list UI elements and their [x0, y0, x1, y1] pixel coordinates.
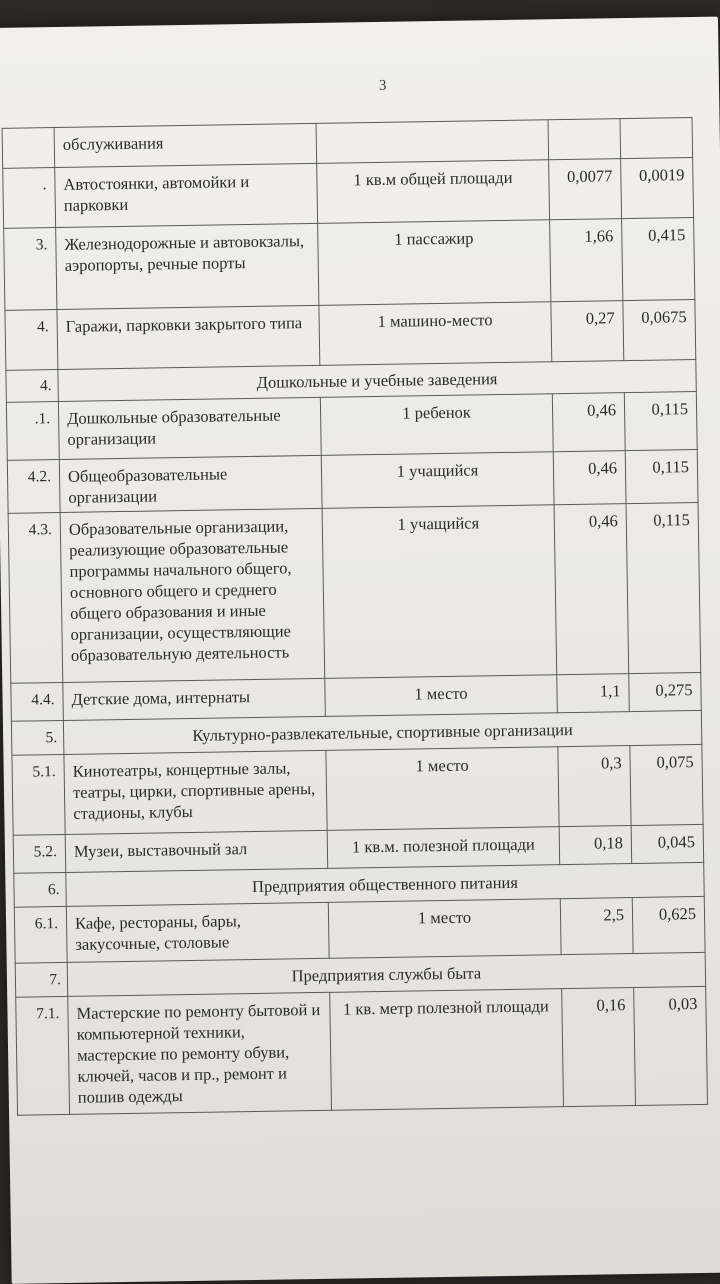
- facility-name: Железнодорожные и автовокзалы, аэропорты, речные порты: [56, 223, 319, 309]
- measurement-unit: 1 кв. метр полезной площади: [330, 989, 564, 1111]
- row-number: 4.: [5, 310, 58, 371]
- row-number: 5.1.: [12, 754, 65, 835]
- section-title: Культурно-развлекательные, спортивные организации: [63, 710, 701, 754]
- norm-value-1: 0,16: [562, 988, 636, 1107]
- norms-table: [2, 117, 708, 1116]
- facility-name: Гаражи, парковки закрытого типа: [57, 305, 320, 369]
- norm-value-2: 0,0675: [623, 299, 696, 360]
- table-row: [3, 158, 694, 229]
- norm-value-2: [620, 118, 693, 159]
- facility-name: Кафе, рестораны, бары, закусочные, столовые: [66, 902, 329, 962]
- section-number: 5.: [11, 720, 64, 755]
- measurement-unit: 1 учащийся: [322, 505, 557, 679]
- row-number: 7.1.: [16, 996, 70, 1115]
- section-number: 4.: [6, 370, 58, 403]
- row-number: 4.3.: [8, 512, 63, 683]
- section-number: 6.: [14, 872, 67, 907]
- table-row: [12, 744, 703, 835]
- measurement-unit: 1 ребенок: [320, 394, 553, 456]
- row-number: .: [3, 168, 56, 229]
- norm-value-2: 0,115: [625, 449, 698, 503]
- norm-value-1: 0,18: [559, 826, 632, 865]
- measurement-unit: 1 место: [328, 899, 561, 959]
- facility-name: Кинотеатры, концертные залы, театры, цирки, спортивные арены, стадионы, клубы: [64, 750, 327, 834]
- norm-value-2: 0,275: [629, 672, 702, 711]
- norm-value-2: 0,415: [622, 218, 695, 301]
- section-title: Дошкольные и учебные заведения: [58, 359, 696, 401]
- norm-value-1: 0,0077: [549, 159, 622, 220]
- row-number: 5.2.: [13, 834, 66, 873]
- norm-value-2: 0,115: [624, 391, 697, 450]
- norm-value-2: 0,0019: [621, 158, 694, 219]
- norm-value-1: 1,66: [550, 219, 623, 302]
- row-number: 6.1.: [14, 906, 67, 963]
- measurement-unit: 1 учащийся: [321, 452, 554, 509]
- measurement-unit: 1 кв.м. полезной площади: [327, 827, 560, 869]
- norm-value-1: 0,27: [551, 301, 624, 362]
- facility-name: Общеобразовательные организации: [59, 455, 322, 512]
- norm-value-1: 0,46: [554, 504, 629, 675]
- facility-name: Дошкольные образовательные организации: [58, 397, 321, 459]
- row-number: 3.: [4, 228, 57, 311]
- norm-value-1: 1,1: [557, 674, 630, 713]
- measurement-unit: 1 место: [325, 675, 558, 717]
- norm-value-2: 0,03: [634, 986, 708, 1105]
- norm-value-2: 0,045: [631, 824, 704, 863]
- measurement-unit: 1 машино-место: [319, 302, 552, 366]
- norm-value-1: [548, 119, 621, 160]
- measurement-unit: 1 пассажир: [318, 220, 551, 306]
- section-title: Предприятия службы быта: [67, 952, 705, 996]
- measurement-unit: 1 место: [326, 747, 559, 831]
- norm-value-2: 0,075: [630, 744, 703, 825]
- facility-name: Детские дома, интернаты: [63, 678, 326, 720]
- norm-value-1: 0,3: [558, 746, 631, 827]
- facility-name: Мастерские по ремонту бытовой и компьютерной техники, мастерские по ремонту обуви, ключей, часов и пр., ремонт и пошив одежды: [68, 992, 332, 1114]
- norm-value-1: 0,46: [552, 393, 625, 452]
- row-number: .1.: [6, 402, 59, 461]
- table-row: [4, 218, 695, 311]
- table-row: [5, 299, 696, 370]
- row-number: [2, 128, 55, 169]
- table-row: [16, 986, 708, 1115]
- facility-name: Автостоянки, автомойки и парковки: [55, 163, 318, 227]
- measurement-unit: 1 кв.м общей площади: [317, 160, 550, 224]
- norm-value-1: 2,5: [560, 898, 633, 955]
- facility-name: Музеи, выставочный зал: [65, 830, 328, 872]
- row-number: 4.4.: [11, 682, 64, 721]
- page-number: 3: [378, 77, 387, 94]
- row-number: 4.2.: [7, 459, 60, 513]
- table-body: [2, 118, 707, 1116]
- section-title: Предприятия общественного питания: [66, 862, 704, 906]
- facility-name: обслуживания: [54, 123, 317, 167]
- measurement-unit: [316, 120, 549, 164]
- document-page: [0, 17, 720, 1284]
- table-row: [6, 391, 697, 460]
- section-number: 7.: [15, 962, 68, 997]
- norm-value-1: 0,46: [553, 451, 626, 505]
- facility-name: Образовательные организации, реализующие образовательные программы начального общего, основного общего и среднего общего образования и иные организации, осуществляющие образовательную деятельность: [60, 508, 325, 682]
- norm-value-2: 0,625: [632, 896, 705, 953]
- table-row: [8, 502, 701, 683]
- norm-value-2: 0,115: [626, 502, 701, 673]
